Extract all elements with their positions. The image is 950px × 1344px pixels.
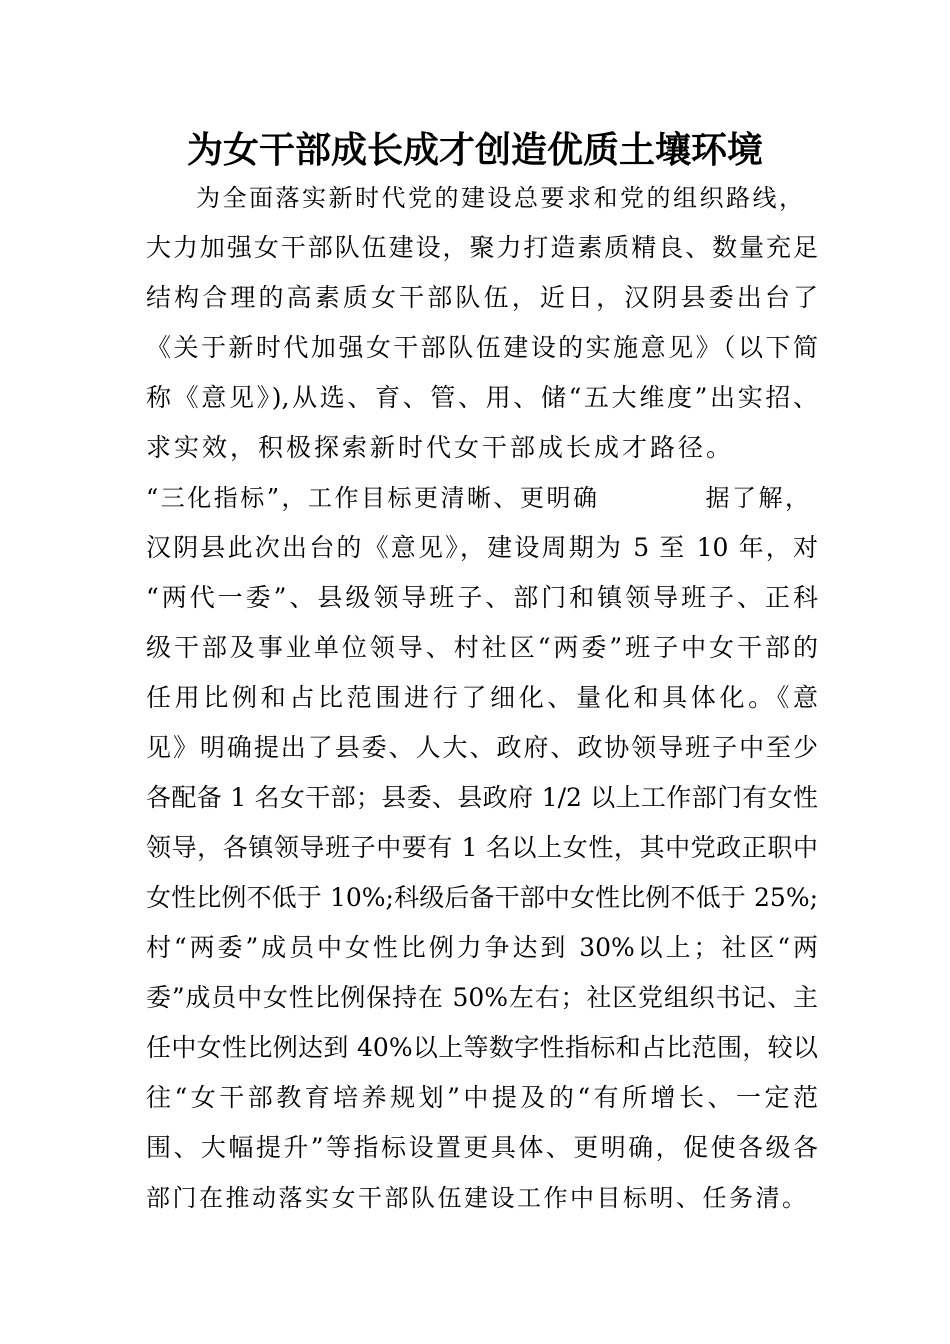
- document-title: 为女干部成长成才创造优质土壤环境: [186, 129, 763, 171]
- paragraph-line: 级干部及事业单位领导、村社区“两委”班子中女干部的: [146, 633, 818, 662]
- paragraph-line: 为全面落实新时代党的建设总要求和党的组织路线，: [196, 184, 806, 212]
- paragraph-line: 任中女性比例达到 40%以上等数字性指标和占比范围，较以: [146, 1033, 818, 1062]
- paragraph-line: 任用比例和占比范围进行了细化、量化和具体化。《意: [146, 683, 818, 712]
- paragraph-line: 往“女干部教育培养规划”中提及的“有所增长、一定范: [146, 1083, 818, 1112]
- section-heading-line: “三化指标”，工作目标更清晰、更明确 据了解，: [146, 484, 812, 512]
- paragraph-line: 称《意见》),从选、育、管、用、储“五大维度”出实招、: [146, 383, 818, 412]
- paragraph-line: 女性比例不低于 10%;科级后备干部中女性比例不低于 25%;: [146, 883, 818, 912]
- paragraph-line: 求实效，积极探索新时代女干部成长成才路径。: [146, 433, 735, 462]
- paragraph-line: 汉阴县此次出台的《意见》，建设周期为 5 至 10 年，对: [146, 533, 818, 562]
- paragraph-line: 《关于新时代加强女干部队伍建设的实施意见》（以下简: [146, 333, 818, 362]
- paragraph-line: 领导，各镇领导班子中要有 1 名以上女性，其中党政正职中: [146, 833, 818, 862]
- paragraph-line: 各配备 1 名女干部；县委、县政府 1/2 以上工作部门有女性: [146, 783, 818, 812]
- paragraph-line: 大力加强女干部队伍建设，聚力打造素质精良、数量充足: [146, 233, 818, 262]
- paragraph-line: 委”成员中女性比例保持在 50%左右；社区党组织书记、主: [146, 983, 818, 1012]
- paragraph-line: “两代一委”、县级领导班子、部门和镇领导班子、正科: [146, 583, 818, 612]
- paragraph-line: 见》明确提出了县委、人大、政府、政协领导班子中至少: [146, 733, 818, 762]
- paragraph-line: 部门在推动落实女干部队伍建设工作中目标明、任务清。: [146, 1184, 809, 1212]
- paragraph-line: 结构合理的高素质女干部队伍，近日，汉阴县委出台了: [146, 283, 818, 312]
- paragraph-line: 围、大幅提升”等指标设置更具体、更明确，促使各级各: [146, 1133, 818, 1162]
- paragraph-line: 村“两委”成员中女性比例力争达到 30%以上；社区“两: [146, 933, 818, 962]
